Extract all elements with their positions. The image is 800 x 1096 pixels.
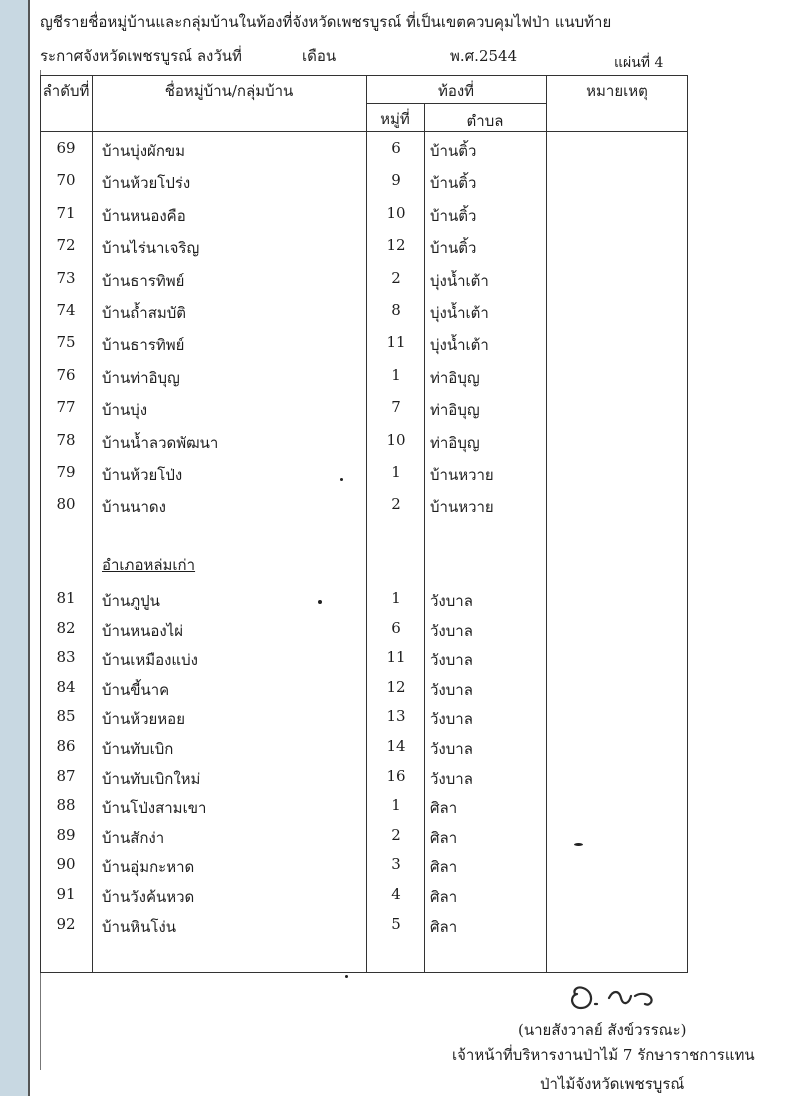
village-table: [40, 75, 688, 973]
moo-number: 13: [386, 707, 406, 726]
village-name: บ้านธารทิพย์: [102, 271, 185, 290]
header-bottom-line: [40, 131, 688, 132]
tambon-name: วังบาล: [430, 680, 473, 699]
row-number: 81: [56, 589, 76, 607]
row-number: 90: [56, 855, 76, 874]
row-number: 82: [56, 618, 76, 637]
moo-number: 2: [391, 495, 401, 514]
row-number: 71: [56, 203, 76, 222]
row-number: 75: [56, 333, 76, 352]
scan-speck: [345, 975, 348, 978]
tambon-name: ศิลา: [430, 858, 458, 877]
announcement-text: ระกาศจังหวัดเพชรบูรณ์ ลงวันที่: [40, 47, 242, 65]
village-name: บ้านท่าอิบุญ: [102, 368, 180, 387]
row-number: 83: [56, 648, 76, 667]
village-name: บ้านอุ่มกะหาด: [102, 858, 195, 877]
header-tambon: ตำบล: [466, 112, 504, 130]
tambon-name: บ้านหวาย: [430, 466, 494, 484]
tambon-name: บ้านหวาย: [430, 498, 494, 517]
moo-number: 1: [391, 365, 401, 384]
table-row: [40, 463, 688, 493]
row-number: 72: [56, 236, 76, 255]
tambon-name: บ้านติ้ว: [430, 174, 477, 193]
table-row: [40, 678, 688, 708]
moo-number: 10: [386, 430, 406, 449]
row-number: 69: [56, 139, 76, 157]
scan-speck: [318, 600, 322, 604]
moo-number: 3: [391, 855, 401, 874]
village-name: บ้านห้วยหอย: [102, 710, 185, 729]
moo-number: 11: [386, 333, 406, 352]
table-row: [40, 431, 688, 461]
village-name: บ้านโป่งสามเขา: [102, 799, 207, 818]
tambon-name: ท่าอิบุญ: [430, 368, 480, 387]
moo-number: 5: [391, 914, 401, 933]
signer-position-line2: ป่าไม้จังหวัดเพชรบูรณ์: [540, 1075, 685, 1093]
scan-margin: [0, 0, 28, 1096]
row-number: 79: [56, 463, 76, 481]
table-row: [40, 333, 688, 363]
tambon-name: วังบาล: [430, 592, 473, 610]
row-number: 84: [56, 677, 76, 696]
row-number: 76: [56, 365, 76, 384]
table-row: [40, 269, 688, 299]
tambon-name: ท่าอิบุญ: [430, 401, 480, 420]
binding-line: [28, 0, 30, 1096]
moo-number: 16: [386, 766, 406, 785]
village-name: บ้านเหมืองแบ่ง: [102, 651, 198, 670]
tambon-name: ศิลา: [430, 799, 458, 818]
row-number: 89: [56, 825, 76, 844]
table-row: [40, 204, 688, 234]
row-number: 78: [56, 430, 76, 449]
table-row: [40, 589, 688, 619]
table-row: [40, 826, 688, 856]
header-no: ลำดับที่: [42, 82, 90, 100]
row-number: 77: [56, 398, 76, 417]
header-village-name: ชื่อหมู่บ้าน/กลุ่มบ้าน: [164, 82, 294, 100]
table-row: [40, 915, 688, 945]
tambon-name: บ้านติ้ว: [430, 206, 477, 225]
village-name: บ้านขี้นาค: [102, 680, 170, 699]
village-name: บ้านหนองคือ: [102, 206, 186, 225]
tambon-name: บุ่งน้ำเต้า: [430, 271, 489, 290]
row-number: 80: [56, 495, 76, 514]
row-number: 70: [56, 171, 76, 190]
tambon-name: บุ่งน้ำเต้า: [430, 304, 489, 322]
tambon-name: วังบาล: [430, 621, 473, 640]
village-name: บ้านห้วยโปร่ง: [102, 174, 191, 193]
table-row: [40, 796, 688, 826]
header-divider: [366, 103, 546, 104]
tambon-name: ศิลา: [430, 828, 458, 847]
table-row: [40, 171, 688, 201]
moo-number: 2: [391, 268, 401, 287]
table-row: [40, 707, 688, 737]
tambon-name: บุ่งน้ำเต้า: [430, 336, 489, 355]
village-name: บ้านทับเบิก: [102, 740, 174, 758]
tambon-name: วังบาล: [430, 651, 473, 670]
header-remark: หมายเหตุ: [586, 82, 648, 100]
moo-number: 1: [391, 796, 401, 815]
document-title: ญชีรายชื่อหมู่บ้านและกลุ่มบ้านในท้องที่จังหวัดเพชรบูรณ์ ที่เป็นเขตควบคุมไฟป่า แนบท้าย: [40, 13, 612, 31]
tambon-name: ศิลา: [430, 917, 458, 936]
village-name: บ้านหนองไผ่: [102, 621, 184, 640]
table-row: [40, 885, 688, 915]
moo-number: 4: [391, 885, 401, 903]
page-number: แผ่นที่ 4: [614, 55, 664, 71]
village-name: บ้านห้วยโป่ง: [102, 466, 183, 484]
tambon-name: ท่าอิบุญ: [430, 433, 480, 452]
row-number: 85: [56, 707, 76, 726]
village-name: บ้านวังค้นหวด: [102, 888, 195, 906]
row-number: 74: [56, 301, 76, 319]
table-row: [40, 301, 688, 331]
moo-number: 7: [391, 398, 401, 417]
table-row: [40, 767, 688, 797]
village-name: บ้านทับเบิกใหม่: [102, 769, 201, 788]
signer-position: เจ้าหน้าที่บริหารงานป่าไม้ 7 รักษาราชการแทน: [452, 1046, 755, 1064]
header-moo: หมู่ที่: [380, 110, 410, 128]
row-number: 86: [56, 737, 76, 755]
announcement-line: [40, 44, 518, 68]
moo-number: 10: [386, 203, 406, 222]
village-name: บ้านถ้ำสมบัติ: [102, 304, 187, 322]
tambon-name: วังบาล: [430, 710, 473, 729]
table-row: [40, 398, 688, 428]
village-name: บ้านบุ่ง: [102, 401, 148, 420]
table-row: [40, 236, 688, 266]
table-row: [40, 619, 688, 649]
scan-speck: [574, 843, 583, 846]
village-name: บ้านน้ำลวดพัฒนา: [102, 433, 219, 452]
tambon-name: บ้านติ้ว: [430, 142, 477, 160]
village-name: บ้านนาดง: [102, 498, 166, 517]
moo-number: 11: [386, 648, 406, 667]
table-row: [40, 855, 688, 885]
village-name: บ้านหินโง่น: [102, 917, 176, 936]
row-number: 88: [56, 796, 76, 815]
village-name: บ้านไร่นาเจริญ: [102, 239, 200, 258]
village-name: บ้านบุ่งผักขม: [102, 142, 186, 160]
row-number: 87: [56, 766, 76, 785]
tambon-name: ศิลา: [430, 888, 458, 906]
moo-number: 2: [391, 825, 401, 844]
moo-number: 12: [386, 677, 406, 696]
table-row: [40, 366, 688, 396]
table-row: [40, 495, 688, 525]
signature-mark: [565, 982, 685, 1018]
row-number: 73: [56, 268, 76, 287]
moo-number: 14: [386, 737, 406, 755]
moo-number: 1: [391, 463, 401, 481]
year-label: พ.ศ.2544: [450, 47, 518, 65]
moo-number: 6: [391, 618, 401, 637]
tambon-name: วังบาล: [430, 769, 473, 788]
moo-number: 8: [391, 301, 401, 319]
table-row: [40, 737, 688, 767]
table-row: [40, 139, 688, 169]
moo-number: 1: [391, 589, 401, 607]
tambon-name: วังบาล: [430, 740, 473, 758]
row-number: 91: [56, 885, 76, 903]
header-location: ท้องที่: [437, 82, 475, 100]
scan-speck: [340, 478, 343, 481]
tambon-name: บ้านติ้ว: [430, 239, 477, 258]
village-name: บ้านสักง่า: [102, 828, 165, 847]
village-name: บ้านภูปูน: [102, 592, 160, 610]
month-label: เดือน: [302, 47, 337, 65]
row-number: 92: [56, 914, 76, 933]
signer-name: (นายสังวาลย์ สังข์วรรณะ): [518, 1021, 687, 1039]
moo-number: 12: [386, 236, 406, 255]
moo-number: 9: [391, 171, 401, 190]
village-name: บ้านธารทิพย์: [102, 336, 185, 355]
moo-number: 6: [391, 139, 401, 157]
district-heading: อำเภอหล่มเก่า: [102, 556, 196, 574]
table-row: [40, 648, 688, 678]
